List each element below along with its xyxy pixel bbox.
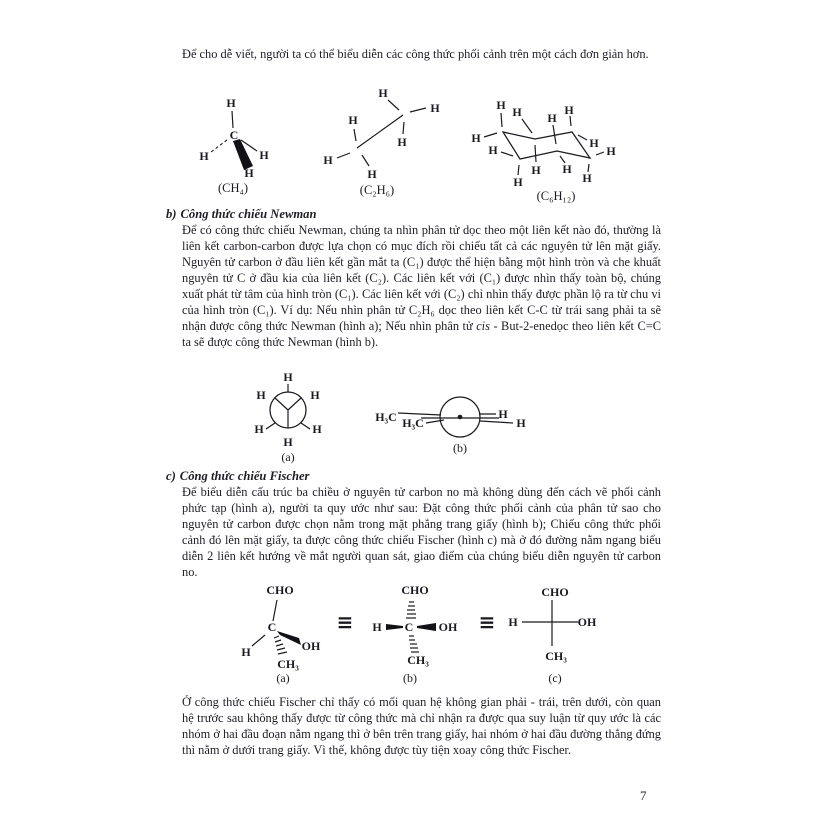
cyclohexane-h-bonds: [484, 113, 604, 175]
atom-label-h: H: [283, 370, 293, 384]
section-c-paragraph: Để biểu diễn cấu trúc ba chiều ở nguyên tử carbon no mà không dùng đến cách vẽ phối cảnh phức tạp (hình a), người ta quy ước như sau: Đặt công thức phối cảnh của phân tử sao cho nguyên tử carbon được chọn nằm trong mặt phẳng trang giấy (hình b); Chiếu công thức phối cảnh đó lên mặt giấy, ta được công thức chiếu Fischer (hình c) mà ở đó đường nằm ngang biểu diễn 2 liên kết hướng về mắt người quan sát, giao điểm của chúng biểu diễn nguyên tử carbon no.: [182, 485, 661, 579]
group-label-ch3: CH₃: [545, 649, 567, 663]
atom-label-c: C: [404, 620, 414, 634]
atom-label-h: H: [397, 135, 407, 149]
atom-label-c: C: [267, 620, 277, 634]
section-b-label: b): [166, 207, 177, 221]
atom-label-h: H: [226, 96, 236, 110]
perspective-formulas-figure: [0, 80, 835, 215]
ethane-bonds: [337, 100, 426, 166]
atom-label-h: H: [312, 422, 322, 436]
atom-label-h: H: [372, 620, 382, 634]
atom-label-h: H: [367, 167, 377, 181]
newman-b-caption: (b): [453, 441, 467, 455]
newman-a-bonds: [266, 384, 310, 429]
methane-formula-label: (CH₄): [217, 181, 249, 195]
group-label-cho: CHO: [541, 585, 569, 599]
atom-label-h: H: [512, 105, 522, 119]
atom-label-h: H: [562, 162, 572, 176]
section-b-text-cont: - But-2-enedọc theo liên kết C=C ta sẽ được công thức Newman (hình b).: [182, 319, 661, 349]
section-b-italic-cis: cis: [476, 319, 490, 333]
closing-paragraph: Ở công thức chiếu Fischer chỉ thấy có mối quan hệ không gian phải - trái, trên dưới, còn quan hệ trước sau không thấy được từ công thức mà chỉ nhận ra được qua suy luận từ quy ước là các nhóm ở hai đầu đoạn nằm ngang thì ở bên trên trang giấy, hai nhóm ở hai đầu đường thẳng đứng thì nằm ở dưới trang giấy. Vì thế, không được tùy tiện xoay công thức Fischer.: [182, 695, 661, 757]
fischer-c-caption: (c): [548, 671, 562, 685]
intro-paragraph: Để cho dễ viết, người ta có thể biểu diễn các công thức phối cảnh trên một cách đơn giản hơn.: [182, 47, 649, 61]
group-label-oh: OH: [438, 620, 458, 634]
atom-label-h: H: [199, 149, 209, 163]
atom-label-h: H: [241, 645, 251, 659]
atom-label-h: H: [488, 143, 498, 157]
fischer-a-structure: [241, 583, 321, 685]
equivalence-symbol: ≡: [336, 610, 354, 634]
atom-label-h3c: H₃C: [402, 416, 424, 430]
ethane-structure: [323, 86, 440, 197]
group-label-cho: CHO: [401, 583, 429, 597]
atom-label-h: H: [516, 416, 526, 430]
newman-projections-figure: [0, 370, 835, 470]
atom-label-h: H: [498, 407, 508, 421]
group-label-ch3: CH₃: [407, 653, 429, 667]
atom-label-h3c: H₃C: [375, 410, 397, 424]
cyclohexane-structure: [471, 98, 616, 203]
section-b-title: Công thức chiếu Newman: [180, 207, 317, 221]
fischer-b-caption: (b): [403, 671, 417, 685]
section-c-heading: [166, 468, 660, 484]
atom-label-h: H: [582, 171, 592, 185]
cyclohexane-ring: [503, 132, 590, 159]
fischer-a-bonds: [252, 600, 301, 654]
atom-label-h: H: [513, 175, 523, 189]
methane-structure: [199, 96, 269, 195]
atom-label-h: H: [254, 422, 264, 436]
atom-label-c: C: [229, 128, 239, 142]
ethane-formula-label: (C₂H₆): [359, 183, 395, 197]
atom-label-h: H: [471, 131, 481, 145]
fischer-a-caption: (a): [276, 671, 290, 685]
atom-label-h: H: [348, 113, 358, 127]
group-label-oh: OH: [577, 615, 597, 629]
atom-label-h: H: [496, 98, 506, 112]
cyclohexane-formula-label: (C₆H₁₂): [536, 189, 576, 203]
newman-a-caption: (a): [281, 450, 295, 464]
atom-label-h: H: [430, 101, 440, 115]
atom-label-h: H: [564, 103, 574, 117]
atom-label-h: H: [283, 435, 293, 449]
newman-b-structure: [375, 397, 526, 455]
section-b-paragraph: [182, 222, 661, 350]
atom-label-h: H: [310, 388, 320, 402]
page-number: 7: [640, 788, 647, 803]
fischer-c-structure: [508, 585, 597, 685]
fischer-projections-figure: [0, 578, 835, 698]
fischer-c-bonds: [522, 600, 578, 646]
atom-label-h: H: [256, 388, 266, 402]
group-label-ch3: CH₃: [277, 657, 299, 671]
fischer-b-structure: [372, 583, 458, 685]
newman-a-structure: [254, 370, 322, 464]
section-c-label: c): [166, 469, 176, 483]
atom-label-h: H: [244, 166, 254, 180]
section-c-title: Công thức chiếu Fischer: [179, 469, 310, 483]
atom-label-h: H: [378, 86, 388, 100]
atom-label-h: H: [531, 163, 541, 177]
equivalence-symbol: ≡: [478, 610, 496, 634]
atom-label-h: H: [606, 144, 616, 158]
section-b-heading: [166, 206, 660, 222]
group-label-cho: CHO: [266, 583, 294, 597]
newman-b-center-dot: [458, 415, 463, 420]
group-label-oh: OH: [301, 639, 321, 653]
atom-label-h: H: [589, 136, 599, 150]
section-b-text: Để có công thức chiếu Newman, chúng ta nhìn phân tử dọc theo một liên kết nào đó, thường là liên kết carbon-carbon được lựa chọn có mục đích rồi chiếu tất cả các nguyên tử lên mặt giấy. Nguyên tử carbon ở đầu liên kết gần mắt ta (C₁) được thể hiện bằng một hình tròn và che khuất nguyên tử C ở đầu kia của liên kết (C₂). Các liên kết với (C₁) được nhìn thấy toàn bộ, chúng xuất phát từ tâm của hình tròn (C₁). Các liên kết với (C₂) chỉ nhìn thấy được phần lộ ra từ chu vi của hình tròn (C₁). Ví dụ: Nếu nhìn phân tử C₂H₆ dọc theo liên kết C-C từ trái sang phải ta sẽ nhận được công thức Newman (hình a); Nếu nhìn phân tử: [182, 223, 661, 333]
atom-label-h: H: [323, 153, 333, 167]
atom-label-h: H: [547, 111, 557, 125]
atom-label-h: H: [508, 615, 518, 629]
atom-label-h: H: [259, 148, 269, 162]
